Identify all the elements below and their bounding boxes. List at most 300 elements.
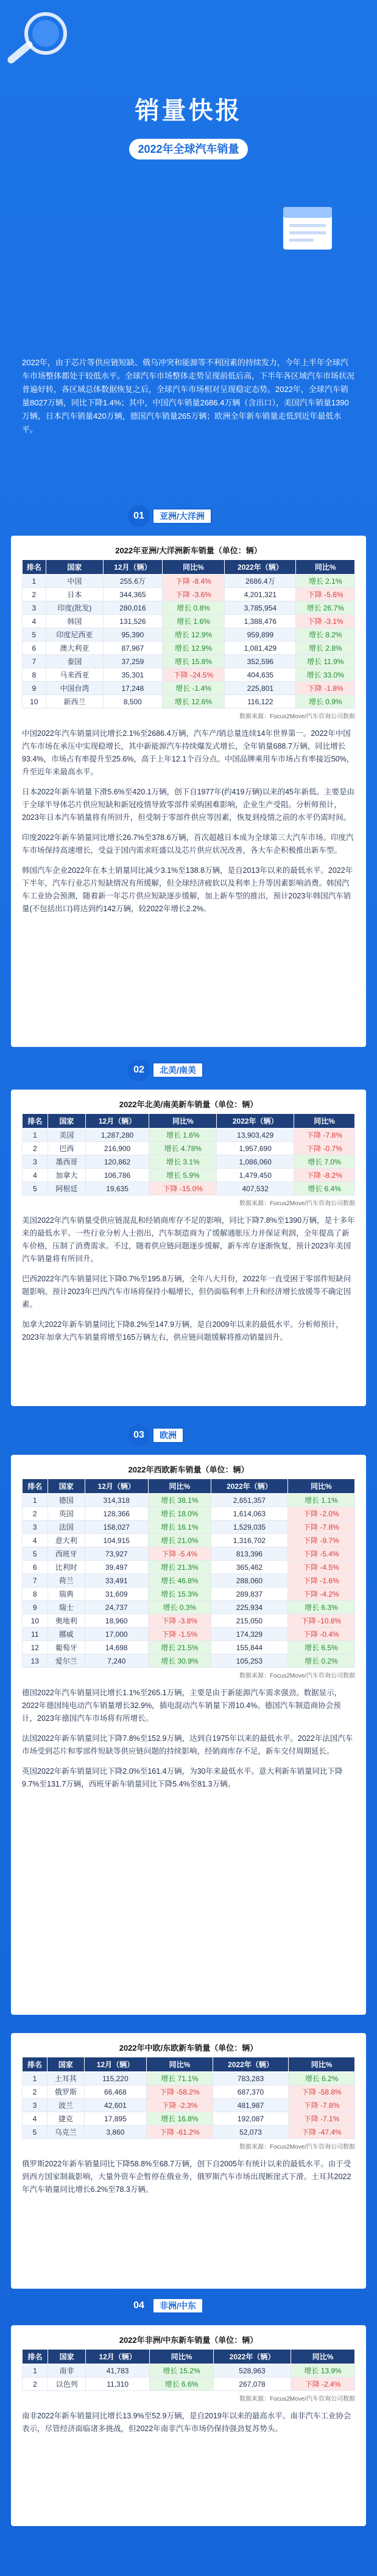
column-header: 2022年（辆） bbox=[225, 560, 296, 575]
table-cell: 下降 -1.8% bbox=[296, 682, 355, 695]
table-cell: 1,479,450 bbox=[217, 1169, 294, 1182]
table-cell: 404,635 bbox=[225, 668, 296, 682]
table-row bbox=[23, 1155, 355, 1169]
table-row bbox=[23, 588, 355, 601]
table-cell: 下降 -2.0% bbox=[287, 1507, 354, 1521]
table-cell: 10 bbox=[23, 695, 46, 709]
table-row bbox=[23, 1521, 355, 1534]
table-row bbox=[23, 575, 355, 588]
table-cell: 下降 -61.2% bbox=[147, 2126, 213, 2139]
table-cell: 比利时 bbox=[48, 1561, 85, 1574]
section-label: 欧洲 bbox=[152, 1427, 184, 1443]
table-cell: 下降 -15.0% bbox=[149, 1182, 217, 1195]
table-title: 2022年北美/南美新车销量（单位：辆） bbox=[119, 1100, 258, 1109]
column-header: 同比% bbox=[287, 1479, 354, 1494]
column-header: 12月（辆） bbox=[104, 560, 163, 575]
table-cell: 2 bbox=[23, 2085, 48, 2099]
table-row bbox=[23, 2099, 355, 2112]
table-cell: 6 bbox=[23, 1561, 48, 1574]
column-header: 国家 bbox=[48, 1479, 85, 1494]
column-header: 2022年（辆） bbox=[213, 2057, 288, 2072]
column-header: 2022年（辆） bbox=[211, 1479, 288, 1494]
table-cell: 增长 0.3% bbox=[148, 1601, 211, 1614]
table-cell: 4 bbox=[23, 1169, 48, 1182]
column-header: 同比% bbox=[291, 2350, 355, 2364]
table-cell: 31,609 bbox=[85, 1587, 148, 1601]
table-row bbox=[23, 1534, 355, 1547]
table-cell: 下降 -1.6% bbox=[287, 1574, 354, 1587]
table-cell: 10 bbox=[23, 1614, 48, 1628]
page-title: 销量快报 bbox=[135, 97, 242, 125]
column-header: 排名 bbox=[23, 2350, 48, 2364]
table-cell: 挪威 bbox=[48, 1628, 85, 1641]
table-cell: 增长 71.1% bbox=[147, 2072, 213, 2085]
table-cell: 下降 -5.6% bbox=[296, 588, 355, 601]
table-cell: 法国 bbox=[48, 1521, 85, 1534]
section-paragraph: 韩国汽车企业2022年在本土销量同比减少3.1%至138.8万辆，是自2013年以来的最低水平。2022年下半年，汽车行业芯片短缺情况有所缓解，但全球经济疲软以及利率上升等因素影响消费。韩国汽车工业协会预测，随着新一年芯片供应短缺逐步缓解，加上新车型的推出，预计2023年韩国汽车销量(不包括出口)将达到约142万辆，较2022年增长2.2%。 bbox=[22, 866, 353, 913]
section-paragraph: 加拿大2022年新车销量同比下降8.2%至147.9万辆，是自2009年以来的最低水平。分析师预计，2023年加拿大汽车销量将增至165万辆左右，供应链问题缓解将推动销量回升。 bbox=[22, 1320, 344, 1342]
table-source: 数据来源：Focus2Move/汽车咨询公司数据 bbox=[239, 713, 355, 720]
table-row bbox=[23, 1654, 355, 1668]
table-cell: 2 bbox=[23, 588, 46, 601]
section-paragraph: 日本2022年新车销量下滑5.6%至420.1万辆，创下自1977年(约419万辆)以来的45年新低。主要是由于全球半导体芯片供应短缺和新冠疫情导致零部件采购困难影响，企业生产受阻。分析师预计，2023年日本汽车销量将有所回升，但受制于零部件供应等因素，恢复到疫情之前的水平仍需时间。 bbox=[22, 788, 354, 822]
table-cell: 爱尔兰 bbox=[48, 1654, 85, 1668]
table-cell: 352,596 bbox=[225, 655, 296, 668]
table-cell: 17,000 bbox=[85, 1628, 148, 1641]
table-cell: 土耳其 bbox=[48, 2072, 85, 2085]
table-cell: 增长 21.3% bbox=[148, 1561, 211, 1574]
table-cell: 9 bbox=[23, 682, 46, 695]
table-cell: 215,050 bbox=[211, 1614, 288, 1628]
section-paragraph: 南非2022年新车销量同比增长13.9%至52.9万辆，是自2019年以来的最高水平。南非汽车工业协会表示，尽管经济面临诸多挑战，但2022年南非汽车市场仍保持强劲复苏势头。 bbox=[22, 2412, 351, 2433]
table-row bbox=[23, 1628, 355, 1641]
table-cell: 增长 4.78% bbox=[149, 1142, 217, 1155]
table-cell: 2 bbox=[23, 1507, 48, 1521]
table-cell: 增长 15.8% bbox=[162, 655, 225, 668]
table-cell: 墨西哥 bbox=[48, 1155, 85, 1169]
table-cell: 783,283 bbox=[213, 2072, 288, 2085]
section-number: 01 bbox=[128, 505, 150, 527]
table-source: 数据来源：Focus2Move/汽车咨询公司数据 bbox=[239, 2396, 355, 2403]
table-title: 2022年非洲/中东新车销量（单位：辆） bbox=[119, 2336, 258, 2345]
table-cell: 增长 15.3% bbox=[148, 1587, 211, 1601]
table-cell: 增长 0.9% bbox=[296, 695, 355, 709]
table-cell: 116,122 bbox=[225, 695, 296, 709]
table-cell: 17,248 bbox=[104, 682, 163, 695]
table-row bbox=[23, 628, 355, 642]
table-cell: 1 bbox=[23, 575, 46, 588]
table-cell: 增长 21.0% bbox=[148, 1534, 211, 1547]
table-cell: 捷克 bbox=[48, 2112, 85, 2126]
table-cell: 1 bbox=[23, 2364, 48, 2378]
table-cell: 407,532 bbox=[217, 1182, 294, 1195]
table-cell: 9 bbox=[23, 1601, 48, 1614]
table-cell: 下降 -2.3% bbox=[147, 2099, 213, 2112]
table-row bbox=[23, 1142, 355, 1155]
table-cell: 120,862 bbox=[85, 1155, 149, 1169]
table-cell: 42,601 bbox=[84, 2099, 146, 2112]
table-cell: 3 bbox=[23, 601, 46, 615]
table-cell: 1,081,429 bbox=[225, 642, 296, 655]
table-row bbox=[23, 1641, 355, 1654]
table-cell: 267,078 bbox=[213, 2378, 291, 2391]
hero bbox=[0, 0, 377, 262]
table-cell: 1,529,035 bbox=[211, 1521, 288, 1534]
table-cell: 174,329 bbox=[211, 1628, 288, 1641]
table-row bbox=[23, 2112, 355, 2126]
table-cell: 314,318 bbox=[85, 1494, 148, 1507]
table-cell: 155,844 bbox=[211, 1641, 288, 1654]
table-cell: 奥地利 bbox=[48, 1614, 85, 1628]
table-cell: 687,370 bbox=[213, 2085, 288, 2099]
column-header: 同比% bbox=[148, 1479, 211, 1494]
table-row bbox=[23, 2126, 355, 2139]
table-cell: 下降 -47.4% bbox=[289, 2126, 355, 2139]
table-source: 数据来源：Focus2Move/汽车咨询公司数据 bbox=[239, 1673, 355, 1679]
table-cell: 19,635 bbox=[85, 1182, 149, 1195]
table-cell: 巴西 bbox=[48, 1142, 85, 1155]
table-cell: 增长 0.2% bbox=[287, 1654, 354, 1668]
table-cell: 增长 21.5% bbox=[148, 1641, 211, 1654]
table-cell: 8 bbox=[23, 668, 46, 682]
table-cell: 3 bbox=[23, 1521, 48, 1534]
table-cell: 1,957,690 bbox=[217, 1142, 294, 1155]
table-cell: 下降 -10.8% bbox=[287, 1614, 354, 1628]
section-card bbox=[11, 2033, 366, 2289]
sales-table bbox=[22, 2057, 355, 2139]
table-cell: 280,016 bbox=[104, 601, 163, 615]
table-cell: 52,073 bbox=[213, 2126, 288, 2139]
table-cell: 增长 2.1% bbox=[296, 575, 355, 588]
intro-paragraph: 2022年，由于芯片等供应链短缺、俄乌冲突和能源等不利因素的持续发力，今年上半年全球汽车市场整体都处于较低水平。全球汽车市场整体走势呈现前低后高，下半年各区域汽车市场状况普遍好转，各区域总体数据恢复之后，全球汽车市场相对呈现稳定态势。2022年，全球汽车销量8027万辆，同比下降1.4%；其中，中国汽车销量2686.4万辆（含出口），美国汽车销量1390万辆，日本汽车销量420万辆，德国汽车销量265万辆；欧洲全年新车销量走低到近年最低水平。 bbox=[22, 358, 355, 434]
sales-table bbox=[22, 559, 355, 709]
table-cell: 1,086,060 bbox=[217, 1155, 294, 1169]
section-paragraph: 德国2022年汽车销量同比增长1.1%至265.1万辆，主要是由于新能源汽车需求强劲。数据显示，2022年德国纯电动汽车销量增长32.9%，插电混动汽车销量下滑10.4%。德国汽车制造商协会预计，2023年德国汽车市场将有所增长。 bbox=[22, 1689, 342, 1723]
column-header: 同比% bbox=[289, 2057, 355, 2072]
table-cell: 增长 38.1% bbox=[148, 1494, 211, 1507]
column-header: 12月（辆） bbox=[86, 2350, 150, 2364]
table-cell: 131,526 bbox=[104, 615, 163, 628]
table-cell: 365,462 bbox=[211, 1561, 288, 1574]
section-paragraph: 印度2022年新车销量同比增长26.7%至378.6万辆，首次超越日本成为全球第三大汽车市场。印度汽车市场保持高速增长，受益于国内需求旺盛以及芯片供应状况改善，各大车企积极推出新车型。 bbox=[22, 833, 354, 855]
table-cell: 西班牙 bbox=[48, 1547, 85, 1561]
sales-table bbox=[22, 1113, 355, 1195]
section-paragraph: 俄罗斯2022年新车销量同比下降58.8%至68.7万辆，创下自2005年有统计以来的最低水平。由于受到西方国家制裁影响，大量外资车企暂停在俄业务，俄罗斯汽车市场出现断崖式下滑。土耳其2022年汽车销量同比增长6.2%至78.3万辆。 bbox=[22, 2160, 351, 2194]
table-cell: 增长 18.0% bbox=[148, 1507, 211, 1521]
section-number: 03 bbox=[128, 1424, 150, 1446]
table-row bbox=[23, 615, 355, 628]
table-title: 2022年亚洲/大洋洲新车销量（单位：辆） bbox=[115, 546, 262, 555]
section-paragraph: 法国2022年新车销量同比下降7.8%至152.9万辆，达到自1975年以来的最低水平。2022年法国汽车市场受到芯片和零部件短缺等供应链问题的持续影响，经销商库存不足，新车交付周期延长。 bbox=[22, 1734, 353, 1755]
section-card bbox=[11, 1090, 366, 1406]
table-cell: 增长 6.2% bbox=[289, 2072, 355, 2085]
column-header: 同比% bbox=[296, 560, 355, 575]
table-cell: 288,060 bbox=[211, 1574, 288, 1587]
table-cell: 5 bbox=[23, 628, 46, 642]
table-cell: 3 bbox=[23, 1155, 48, 1169]
table-cell: 下降 -2.4% bbox=[291, 2378, 355, 2391]
table-cell: 增长 46.8% bbox=[148, 1574, 211, 1587]
sales-table bbox=[22, 2349, 355, 2391]
table-cell: 下降 -5.4% bbox=[287, 1547, 354, 1561]
column-header: 排名 bbox=[23, 560, 46, 575]
table-cell: 289,837 bbox=[211, 1587, 288, 1601]
table-cell: 39,497 bbox=[85, 1561, 148, 1574]
table-cell: 以色列 bbox=[48, 2378, 86, 2391]
table-cell: 增长 1.6% bbox=[149, 1129, 217, 1142]
table-row bbox=[23, 1129, 355, 1142]
table-cell: 增长 6.5% bbox=[287, 1641, 354, 1654]
table-cell: 加拿大 bbox=[48, 1169, 85, 1182]
table-cell: 下降 -24.5% bbox=[162, 668, 225, 682]
table-cell: 33,491 bbox=[85, 1574, 148, 1587]
table-cell: 瑞典 bbox=[48, 1587, 85, 1601]
table-cell: 增长 1.1% bbox=[287, 1494, 354, 1507]
table-cell: 13 bbox=[23, 1654, 48, 1668]
column-header: 同比% bbox=[150, 2350, 214, 2364]
table-title: 2022年西欧新车销量（单位：辆） bbox=[128, 1465, 249, 1474]
table-cell: 瑞士 bbox=[48, 1601, 85, 1614]
table-source: 数据来源：Focus2Move/汽车咨询公司数据 bbox=[239, 1200, 355, 1207]
table-cell: 4 bbox=[23, 2112, 48, 2126]
page-subtitle: 2022年全球汽车销量 bbox=[129, 139, 248, 159]
table-cell: 8,500 bbox=[104, 695, 163, 709]
table-row bbox=[23, 1547, 355, 1561]
table-cell: 泰国 bbox=[46, 655, 103, 668]
table-cell: 增长 12.9% bbox=[162, 642, 225, 655]
table-row bbox=[23, 1574, 355, 1587]
table-cell: 1 bbox=[23, 1129, 48, 1142]
table-cell: 66,468 bbox=[84, 2085, 146, 2099]
column-header: 国家 bbox=[48, 1114, 85, 1129]
column-header: 排名 bbox=[23, 2057, 48, 2072]
table-cell: 增长 8.2% bbox=[296, 628, 355, 642]
table-cell: 下降 -3.1% bbox=[296, 615, 355, 628]
table-row bbox=[23, 695, 355, 709]
column-header: 国家 bbox=[46, 560, 103, 575]
table-cell: 英国 bbox=[48, 1507, 85, 1521]
section-card bbox=[11, 1455, 366, 2015]
table-cell: 17,895 bbox=[84, 2112, 146, 2126]
table-source: 数据来源：Focus2Move/汽车咨询公司数据 bbox=[239, 2144, 355, 2151]
table-cell: 128,366 bbox=[85, 1507, 148, 1521]
table-cell: 下降 -7.8% bbox=[287, 1521, 354, 1534]
table-cell: 印度(批发) bbox=[46, 601, 103, 615]
table-cell: 225,934 bbox=[211, 1601, 288, 1614]
table-cell: 印度尼西亚 bbox=[46, 628, 103, 642]
table-cell: 增长 16.1% bbox=[148, 1521, 211, 1534]
table-cell: 下降 -0.7% bbox=[294, 1142, 355, 1155]
section-paragraph: 英国2022年新车销量同比下降2.0%至161.4万辆，为30年来最低水平。意大利新车销量同比下降9.7%至131.7万辆，西班牙新车销量同比下降5.4%至81.3万辆。 bbox=[22, 1767, 343, 1788]
table-cell: 4 bbox=[23, 1534, 48, 1547]
table-cell: 下降 -3.8% bbox=[148, 1614, 211, 1628]
table-row bbox=[23, 1169, 355, 1182]
table-cell: 乌克兰 bbox=[48, 2126, 85, 2139]
table-cell: 增长 11.9% bbox=[296, 655, 355, 668]
column-header: 同比% bbox=[162, 560, 225, 575]
section-label: 亚洲/大洋洲 bbox=[152, 508, 212, 524]
table-cell: 下降 -0.4% bbox=[287, 1628, 354, 1641]
section-number: 04 bbox=[128, 2295, 150, 2317]
table-cell: 增长 6.3% bbox=[287, 1601, 354, 1614]
table-cell: 增长 16.8% bbox=[147, 2112, 213, 2126]
table-cell: 葡萄牙 bbox=[48, 1641, 85, 1654]
table-cell: 1 bbox=[23, 2072, 48, 2085]
table-row bbox=[23, 1507, 355, 1521]
table-cell: 41,783 bbox=[86, 2364, 150, 2378]
table-row bbox=[23, 1494, 355, 1507]
table-cell: 6 bbox=[23, 642, 46, 655]
table-cell: 增长 -1.4% bbox=[162, 682, 225, 695]
table-cell: 158,027 bbox=[85, 1521, 148, 1534]
table-cell: 增长 0.8% bbox=[162, 601, 225, 615]
news-paper-icon bbox=[277, 201, 338, 256]
table-cell: 增长 12.9% bbox=[162, 628, 225, 642]
table-cell: 增长 6.4% bbox=[294, 1182, 355, 1195]
table-cell: 2 bbox=[23, 1142, 48, 1155]
table-cell: 1,287,280 bbox=[85, 1129, 149, 1142]
table-cell: 105,253 bbox=[211, 1654, 288, 1668]
table-cell: 1,316,702 bbox=[211, 1534, 288, 1547]
table-cell: 7,240 bbox=[85, 1654, 148, 1668]
table-cell: 新西兰 bbox=[46, 695, 103, 709]
table-cell: 增长 12.6% bbox=[162, 695, 225, 709]
table-cell: 下降 -58.8% bbox=[289, 2085, 355, 2099]
table-title: 2022年中欧/东欧新车销量（单位：辆） bbox=[119, 2043, 258, 2053]
magnifier-globe-icon bbox=[0, 6, 79, 73]
table-cell: 4 bbox=[23, 615, 46, 628]
table-cell: 73,927 bbox=[85, 1547, 148, 1561]
table-cell: 37,259 bbox=[104, 655, 163, 668]
table-cell: 3,860 bbox=[84, 2126, 146, 2139]
table-cell: 下降 -7.8% bbox=[289, 2099, 355, 2112]
table-cell: 5 bbox=[23, 2126, 48, 2139]
table-cell: 11 bbox=[23, 1628, 48, 1641]
section-label: 非洲/中东 bbox=[152, 2298, 203, 2314]
column-header: 同比% bbox=[147, 2057, 213, 2072]
table-cell: 波兰 bbox=[48, 2099, 85, 2112]
column-header: 12月（辆） bbox=[84, 2057, 146, 2072]
table-row bbox=[23, 601, 355, 615]
table-cell: 增长 5.9% bbox=[149, 1169, 217, 1182]
section-card bbox=[11, 2325, 366, 2526]
section-paragraph: 中国2022年汽车销量同比增长2.1%至2686.4万辆，汽车产/销总量连续14年世界第一。2022年中国汽车市场在承压中实现稳增长，其中新能源汽车持续爆发式增长，全年销量688.7万辆，同比增长93.4%，市场占有率提升至25.6%，高于上年12.1个百分点。中国品牌乘用车市场占有率接近50%，升至近年来最高水平。 bbox=[22, 729, 354, 776]
table-cell: 1,614,063 bbox=[211, 1507, 288, 1521]
table-cell: 下降 -8.4% bbox=[162, 575, 225, 588]
table-cell: 下降 -7.8% bbox=[294, 1129, 355, 1142]
table-cell: 俄罗斯 bbox=[48, 2085, 85, 2099]
column-header: 国家 bbox=[48, 2350, 86, 2364]
table-cell: 13,903,429 bbox=[217, 1129, 294, 1142]
table-row bbox=[23, 2364, 355, 2378]
section-card bbox=[11, 536, 366, 1047]
table-cell: 2686.4万 bbox=[225, 575, 296, 588]
column-header: 同比% bbox=[149, 1114, 217, 1129]
table-cell: 下降 -3.6% bbox=[162, 588, 225, 601]
table-cell: 德国 bbox=[48, 1494, 85, 1507]
table-row bbox=[23, 1561, 355, 1574]
table-cell: 增长 6.6% bbox=[150, 2378, 214, 2391]
table-cell: 下降 -5.4% bbox=[148, 1547, 211, 1561]
table-cell: 增长 26.7% bbox=[296, 601, 355, 615]
table-row bbox=[23, 2378, 355, 2391]
table-cell: 216,900 bbox=[85, 1142, 149, 1155]
table-cell: 959,899 bbox=[225, 628, 296, 642]
table-cell: 115,220 bbox=[84, 2072, 146, 2085]
table-cell: 24,737 bbox=[85, 1601, 148, 1614]
column-header: 12月（辆） bbox=[85, 1114, 149, 1129]
column-header: 12月（辆） bbox=[85, 1479, 148, 1494]
table-cell: 中国 bbox=[46, 575, 103, 588]
section-paragraph: 巴西2022年汽车销量同比下降0.7%至195.8万辆，全年八大月份，2022年一直受困于零部件短缺问题影响。预计2023年巴西汽车市场将保持小幅增长，但仍面临利率上升和经济增长放缓等不确定因素。 bbox=[22, 1275, 351, 1309]
table-cell: 7 bbox=[23, 1574, 48, 1587]
table-cell: 中国台湾 bbox=[46, 682, 103, 695]
column-header: 排名 bbox=[23, 1479, 48, 1494]
table-cell: 下降 -7.1% bbox=[289, 2112, 355, 2126]
column-header: 同比% bbox=[294, 1114, 355, 1129]
table-cell: 12 bbox=[23, 1641, 48, 1654]
table-row bbox=[23, 655, 355, 668]
table-cell: 3 bbox=[23, 2099, 48, 2112]
table-cell: 下降 -1.5% bbox=[148, 1628, 211, 1641]
table-row bbox=[23, 1614, 355, 1628]
table-cell: 1,388,476 bbox=[225, 615, 296, 628]
table-cell: 192,087 bbox=[213, 2112, 288, 2126]
table-cell: 225,801 bbox=[225, 682, 296, 695]
table-cell: 11,310 bbox=[86, 2378, 150, 2391]
table-row bbox=[23, 1601, 355, 1614]
table-cell: 下降 -8.2% bbox=[294, 1169, 355, 1182]
table-cell: 18,960 bbox=[85, 1614, 148, 1628]
table-cell: 3,785,954 bbox=[225, 601, 296, 615]
table-row bbox=[23, 682, 355, 695]
table-cell: 阿根廷 bbox=[48, 1182, 85, 1195]
table-cell: 下降 -4.5% bbox=[287, 1561, 354, 1574]
table-row bbox=[23, 1587, 355, 1601]
table-cell: 481,987 bbox=[213, 2099, 288, 2112]
table-cell: 7 bbox=[23, 655, 46, 668]
table-cell: 下降 -4.2% bbox=[287, 1587, 354, 1601]
table-cell: 增长 3.1% bbox=[149, 1155, 217, 1169]
table-cell: 87,967 bbox=[104, 642, 163, 655]
table-cell: 528,963 bbox=[213, 2364, 291, 2378]
column-header: 2022年（辆） bbox=[213, 2350, 291, 2364]
table-cell: 813,396 bbox=[211, 1547, 288, 1561]
table-cell: 增长 1.6% bbox=[162, 615, 225, 628]
table-cell: 增长 7.0% bbox=[294, 1155, 355, 1169]
table-cell: 下降 -58.2% bbox=[147, 2085, 213, 2099]
table-cell: 2 bbox=[23, 2378, 48, 2391]
table-cell: 344,365 bbox=[104, 588, 163, 601]
table-cell: 2,651,357 bbox=[211, 1494, 288, 1507]
table-cell: 马来西亚 bbox=[46, 668, 103, 682]
table-cell: 5 bbox=[23, 1547, 48, 1561]
table-cell: 增长 33.0% bbox=[296, 668, 355, 682]
table-cell: 4,201,321 bbox=[225, 588, 296, 601]
table-cell: 106,786 bbox=[85, 1169, 149, 1182]
section-label: 北美/南美 bbox=[152, 1062, 203, 1078]
table-cell: 荷兰 bbox=[48, 1574, 85, 1587]
table-cell: 8 bbox=[23, 1587, 48, 1601]
table-row bbox=[23, 2072, 355, 2085]
table-cell: 韩国 bbox=[46, 615, 103, 628]
table-row bbox=[23, 2085, 355, 2099]
table-cell: 意大利 bbox=[48, 1534, 85, 1547]
table-cell: 255.6万 bbox=[104, 575, 163, 588]
table-cell: 1 bbox=[23, 1494, 48, 1507]
table-cell: 下降 -9.7% bbox=[287, 1534, 354, 1547]
table-cell: 增长 30.9% bbox=[148, 1654, 211, 1668]
